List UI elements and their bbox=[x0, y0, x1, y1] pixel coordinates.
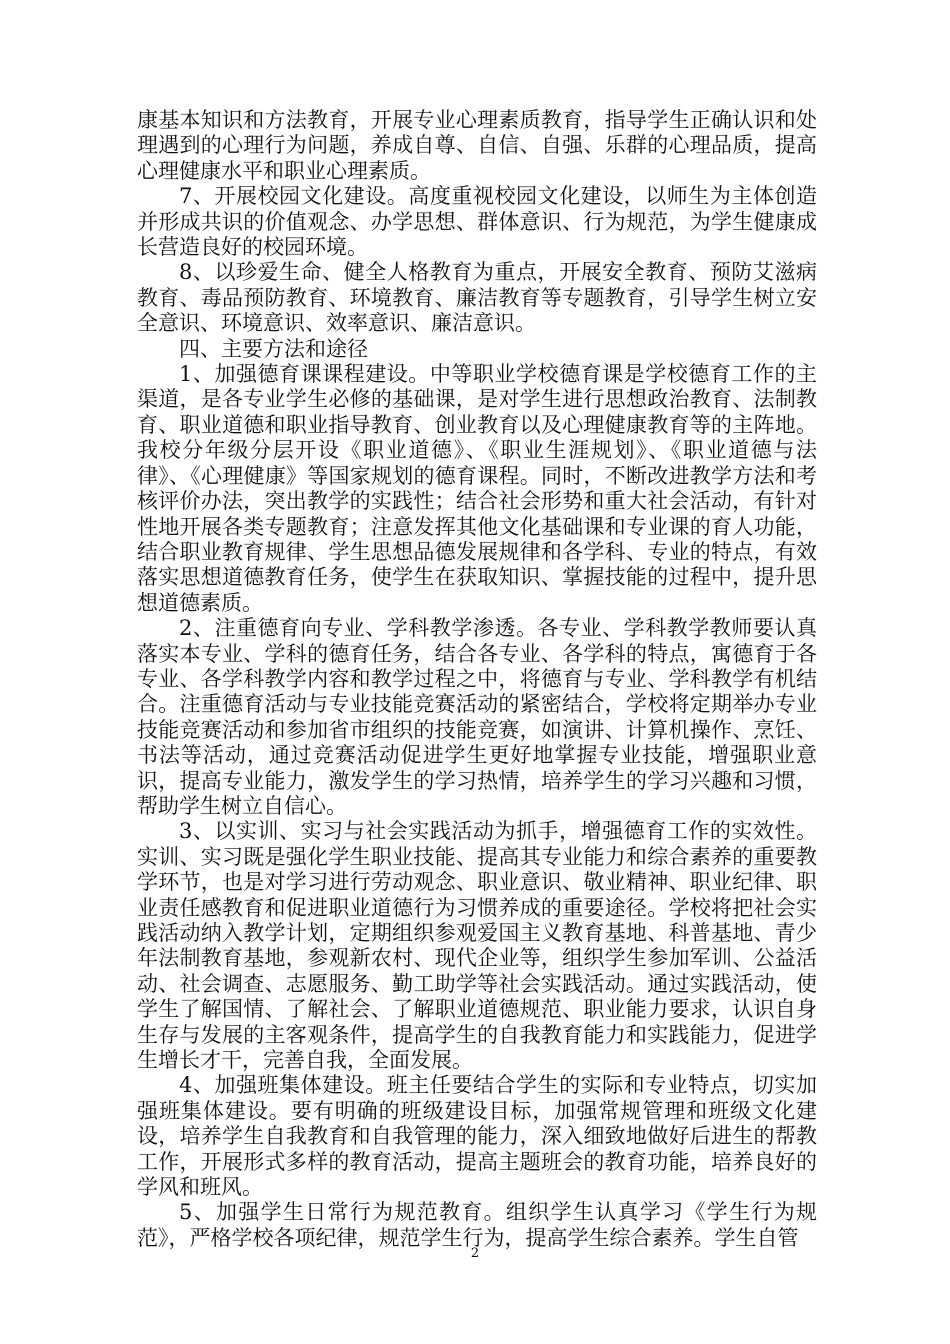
page-number: 2 bbox=[470, 1246, 480, 1261]
paragraph-method-3: 3、以实训、实习与社会实践活动为抓手，增强德育工作的实效性。实训、实习既是强化学生职业技能、提高其专业能力和综合素养的重要教学环节，也是对学习进行劳动观念、职业意识、敬业精神、职业纪律、职业责任感教育和促进职业道德行为习惯养成的重要途径。学校将把社会实践活动纳入教学计划，定期组织参观爱国主义教育基地、科普基地、青少年法制教育基地，参观新农村、现代企业等，组织学生参加军训、公益活动、社会调查、志愿服务、勤工助学等社会实践活动。通过实践活动，使学生了解国情、了解社会、了解职业道德规范、职业能力要求，认识自身生存与发展的主客观条件，提高学生的自我教育能力和实践能力，促进学生增长才干，完善自我，全面发展。 bbox=[137, 819, 817, 1073]
paragraph-method-4: 4、加强班集体建设。班主任要结合学生的实际和专业特点，切实加强班集体建设。要有明确的班级建设目标，加强常规管理和班级文化建设，培养学生自我教育和自我管理的能力，深入细致地做好后进生的帮教工作，开展形式多样的教育活动，提高主题班会的教育功能，培养良好的学风和班风。 bbox=[137, 1073, 817, 1200]
body-text bbox=[137, 108, 817, 1251]
paragraph-method-5: 5、加强学生日常行为规范教育。组织学生认真学习《学生行为规范》，严格学校各项纪律，规范学生行为，提高学生综合素养。学生自管 bbox=[137, 1200, 817, 1250]
paragraph-continuation: 康基本知识和方法教育，开展专业心理素质教育，指导学生正确认识和处理遇到的心理行为问题，养成自尊、自信、自强、乐群的心理品质，提高心理健康水平和职业心理素质。 bbox=[137, 108, 817, 183]
section-heading: 四、主要方法和途径 bbox=[179, 336, 368, 361]
paragraph-method-1: 1、加强德育课课程建设。中等职业学校德育课是学校德育工作的主渠道，是各专业学生必修的基础课，是对学生进行思想政治教育、法制教育、职业道德和职业指导教育、创业教育以及心理健康教育等的主阵地。我校分年级分层开设《职业道德》、《职业生涯规划》、《职业道德与法律》、《心理健康》等国家规划的德育课程。同时，不断改进教学方法和考核评价办法，突出教学的实践性；结合社会形势和重大社会活动，有针对性地开展各类专题教育；注意发挥其他文化基础课和专业课的育人功能，结合职业教育规律、学生思想品德发展规律和各学科、专业的特点，有效落实思想道德教育任务，使学生在获取知识、掌握技能的过程中，提升思想道德素质。 bbox=[137, 362, 817, 615]
paragraph-item-7: 7、开展校园文化建设。高度重视校园文化建设，以师生为主体创造并形成共识的价值观念、办学思想、群体意识、行为规范，为学生健康成长营造良好的校园环境。 bbox=[137, 184, 817, 260]
paragraph-method-2: 2、注重德育向专业、学科教学渗透。各专业、学科教学教师要认真落实本专业、学科的德育任务，结合各专业、各学科的特点，寓德育于各专业、各学科教学内容和教学过程之中，将德育与专业、学科教学有机结合。注重德育活动与专业技能竞赛活动的紧密结合，学校将定期举办专业技能竞赛活动和参加省市组织的技能竞赛，如演讲、计算机操作、烹饪、书法等活动，通过竞赛活动促进学生更好地掌握专业技能，增强职业意识，提高专业能力，激发学生的学习热情，培养学生的学习兴趣和习惯，帮助学生树立自信心。 bbox=[137, 616, 817, 818]
paragraph-item-8: 8、以珍爱生命、健全人格教育为重点，开展安全教育、预防艾滋病教育、毒品预防教育、环境教育、廉洁教育等专题教育，引导学生树立安全意识、环境意识、效率意识、廉洁意识。 bbox=[137, 260, 817, 336]
